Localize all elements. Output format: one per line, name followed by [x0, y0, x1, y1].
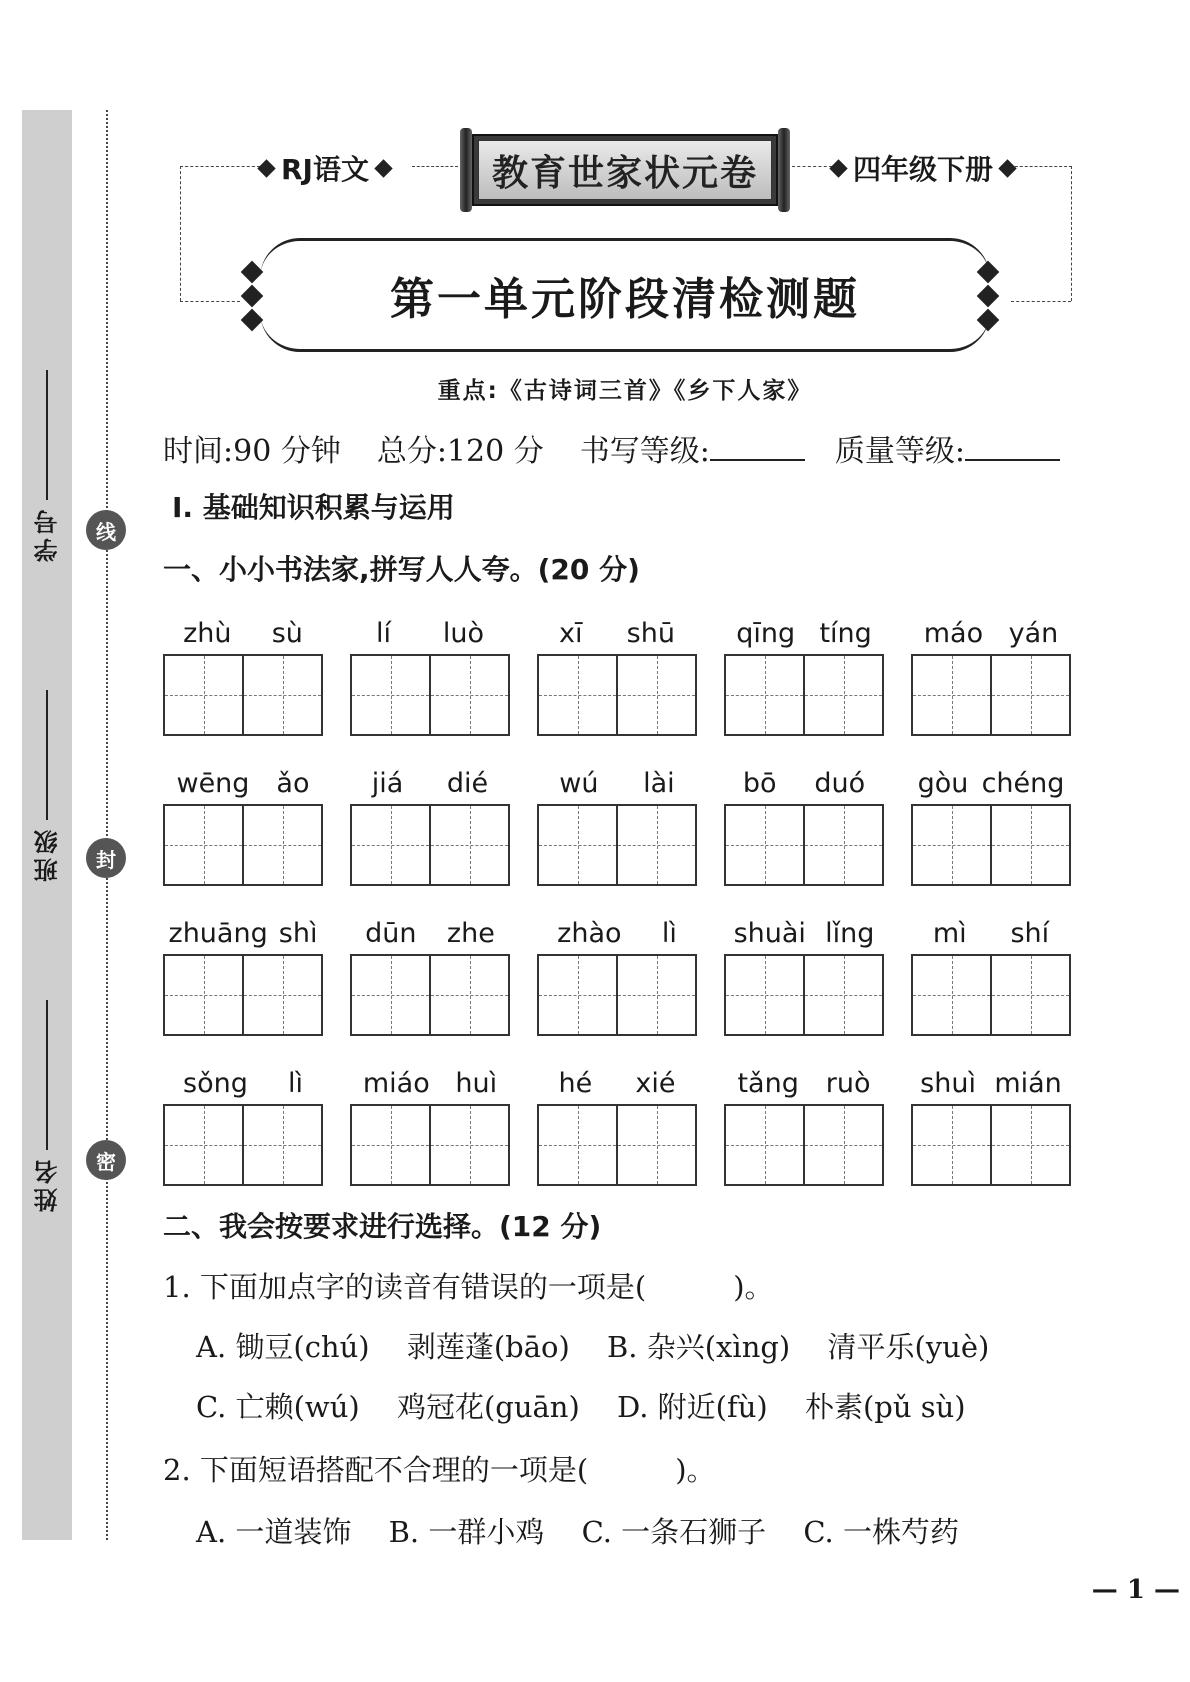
writing-box[interactable]	[803, 956, 882, 1034]
writing-box[interactable]	[165, 806, 242, 884]
pinyin-word	[724, 912, 884, 1036]
tian-grid	[911, 954, 1071, 1036]
pinyin-row	[163, 762, 1083, 912]
pinyin-label	[537, 1062, 697, 1104]
pinyin-syllable: shū	[626, 617, 675, 649]
pinyin-syllable: lài	[643, 767, 675, 799]
q2-options	[196, 1510, 987, 1551]
pinyin-row	[163, 912, 1083, 1062]
pinyin-word	[537, 762, 697, 886]
pinyin-word	[163, 1062, 323, 1186]
writing-box[interactable]	[429, 956, 508, 1034]
tian-grid	[537, 1104, 697, 1186]
pinyin-syllable: zhe	[446, 917, 495, 949]
writing-box[interactable]	[990, 806, 1069, 884]
name-field[interactable]	[22, 1000, 72, 1212]
pinyin-label	[350, 762, 510, 804]
title-banner	[260, 238, 990, 352]
page-title: 第一单元阶段清检测题	[390, 274, 860, 325]
pinyin-syllable: dūn	[365, 917, 417, 949]
header-dash-right	[1010, 166, 1072, 167]
writing-box[interactable]	[913, 806, 990, 884]
pinyin-syllable: ruò	[825, 1067, 871, 1099]
tian-grid	[163, 954, 323, 1036]
time-info: 时间:90 分钟	[163, 434, 341, 469]
pinyin-label	[911, 912, 1071, 954]
pinyin-word	[911, 912, 1071, 1036]
tian-grid	[350, 1104, 510, 1186]
class-line	[46, 690, 48, 820]
pinyin-word	[350, 762, 510, 886]
pinyin-syllable: shuài	[733, 917, 806, 949]
q1-options-line2	[196, 1385, 994, 1426]
pinyin-label	[537, 912, 697, 954]
pinyin-row	[163, 612, 1083, 762]
pinyin-syllable: hé	[558, 1067, 593, 1099]
writing-box[interactable]	[616, 656, 695, 734]
pinyin-word	[537, 612, 697, 736]
pinyin-syllable: xī	[559, 617, 583, 649]
pinyin-word	[537, 1062, 697, 1186]
pinyin-syllable: lì	[661, 917, 677, 949]
writing-box[interactable]	[242, 656, 321, 734]
tian-grid	[163, 654, 323, 736]
diamond-icon	[257, 159, 275, 177]
writing-grade-blank[interactable]	[710, 435, 805, 461]
q2-option-b[interactable]: B. 一群小鸡	[388, 1515, 545, 1549]
writing-box[interactable]	[913, 956, 990, 1034]
pinyin-syllable: qīng	[736, 617, 796, 649]
pinyin-label	[350, 912, 510, 954]
pinyin-syllable: mián	[994, 1067, 1062, 1099]
pinyin-label	[350, 612, 510, 654]
pinyin-label	[163, 1062, 323, 1104]
writing-box[interactable]	[352, 806, 429, 884]
pinyin-syllable: gòu	[917, 767, 969, 799]
pinyin-syllable: bō	[742, 767, 777, 799]
pinyin-syllable: chéng	[981, 767, 1065, 799]
subject-text: RJ语文	[281, 153, 369, 186]
writing-box[interactable]	[165, 956, 242, 1034]
pinyin-label	[724, 912, 884, 954]
brand-scroll	[460, 128, 790, 212]
pinyin-syllable: huì	[455, 1067, 498, 1099]
diamond-stack-left-icon	[242, 262, 262, 330]
pinyin-label	[724, 1062, 884, 1104]
writing-box[interactable]	[990, 1106, 1069, 1184]
pinyin-syllable: lǐng	[825, 917, 875, 949]
diamond-icon	[998, 159, 1016, 177]
brand-title: 教育世家状元卷	[478, 140, 772, 200]
pinyin-label	[163, 912, 323, 954]
pinyin-label	[537, 612, 697, 654]
tian-grid	[163, 804, 323, 886]
writing-box[interactable]	[539, 656, 616, 734]
header-dash-left-v	[180, 166, 181, 301]
student-no-label: 学号	[33, 506, 62, 562]
cut-line	[106, 110, 108, 1540]
pinyin-syllable: shuì	[920, 1067, 976, 1099]
tian-grid	[350, 654, 510, 736]
scroll-rod-left	[460, 128, 472, 212]
tian-grid	[911, 804, 1071, 886]
header-dash-mid-r	[792, 166, 832, 167]
grade-label	[832, 148, 1014, 188]
pinyin-syllable: yán	[1008, 617, 1059, 649]
subject-label	[260, 148, 390, 188]
name-line	[46, 1000, 48, 1150]
q1-option-a1[interactable]: A. 锄豆(chú)	[196, 1330, 370, 1364]
q2-option-a[interactable]: A. 一道装饰	[196, 1515, 352, 1549]
writing-box[interactable]	[539, 1106, 616, 1184]
seal-seal-mark: 封	[86, 838, 126, 878]
pinyin-word	[350, 912, 510, 1036]
pinyin-syllable: mì	[932, 917, 967, 949]
writing-box[interactable]	[616, 806, 695, 884]
q1-option-b1[interactable]: B. 杂兴(xìng)	[607, 1330, 791, 1364]
writing-box[interactable]	[913, 656, 990, 734]
pinyin-syllable: xié	[635, 1067, 676, 1099]
diamond-icon	[374, 159, 392, 177]
pinyin-word	[163, 762, 323, 886]
pinyin-word	[350, 612, 510, 736]
header-dash-right-b	[1011, 301, 1071, 302]
part-heading: Ⅰ. 基础知识积累与运用	[172, 491, 455, 524]
pinyin-syllable: shí	[1010, 917, 1050, 949]
writing-box[interactable]	[726, 1106, 803, 1184]
q2-option-d[interactable]: C. 一株芍药	[803, 1515, 959, 1549]
pinyin-word	[163, 612, 323, 736]
diamond-stack-right-icon	[978, 262, 998, 330]
grade-text: 四年级下册	[853, 153, 994, 186]
pinyin-syllable: tíng	[819, 617, 872, 649]
pinyin-word	[911, 762, 1071, 886]
pinyin-word	[911, 1062, 1071, 1186]
writing-box[interactable]	[803, 656, 882, 734]
pinyin-syllable: ǎo	[276, 767, 310, 799]
scroll-panel	[472, 134, 778, 206]
pinyin-label	[163, 612, 323, 654]
header-dash-mid-l	[412, 166, 458, 167]
q1-option-d1[interactable]: D. 附近(fù)	[617, 1390, 768, 1424]
tian-grid	[163, 1104, 323, 1186]
tian-grid	[724, 654, 884, 736]
pinyin-word	[350, 1062, 510, 1186]
q1-option-c2[interactable]: 鸡冠花(guān)	[396, 1390, 580, 1424]
tian-grid	[911, 654, 1071, 736]
pinyin-syllable: máo	[923, 617, 984, 649]
writing-grade-label: 书写等级:	[579, 434, 710, 469]
pinyin-label	[911, 762, 1071, 804]
quality-grade-label: 质量等级:	[834, 434, 965, 469]
q1-option-a2[interactable]: 剥莲蓬(bāo)	[406, 1330, 570, 1364]
q2-option-c[interactable]: C. 一条石狮子	[581, 1515, 767, 1549]
pinyin-word	[724, 612, 884, 736]
writing-box[interactable]	[616, 1106, 695, 1184]
writing-box[interactable]	[726, 956, 803, 1034]
pinyin-syllable: shì	[278, 917, 318, 949]
section1-heading: 一、小小书法家,拼写人人夸。(20 分)	[163, 553, 640, 586]
writing-box[interactable]	[429, 806, 508, 884]
seal-secret-mark: 密	[86, 1140, 126, 1180]
header-dash-left-b	[180, 301, 240, 302]
pinyin-syllable: sù	[271, 617, 303, 649]
writing-box[interactable]	[726, 656, 803, 734]
pinyin-syllable: luò	[442, 617, 485, 649]
writing-box[interactable]	[803, 806, 882, 884]
writing-box[interactable]	[429, 1106, 508, 1184]
pinyin-word	[537, 912, 697, 1036]
question-1: 1. 下面加点字的读音有错误的一项是( )。	[163, 1270, 774, 1304]
writing-box[interactable]	[352, 1106, 429, 1184]
pinyin-word	[911, 612, 1071, 736]
tian-grid	[350, 954, 510, 1036]
writing-box[interactable]	[726, 806, 803, 884]
section2-heading: 二、我会按要求进行选择。(12 分)	[163, 1210, 602, 1243]
pinyin-label	[724, 762, 884, 804]
pinyin-syllable: lí	[375, 617, 391, 649]
seal-line-mark: 线	[86, 510, 126, 550]
tian-grid	[724, 1104, 884, 1186]
tian-grid	[537, 954, 697, 1036]
writing-box[interactable]	[165, 1106, 242, 1184]
pinyin-syllable: miáo	[362, 1067, 430, 1099]
writing-box[interactable]	[539, 806, 616, 884]
pinyin-syllable: wú	[559, 767, 599, 799]
pinyin-syllable: zhuāng	[168, 917, 268, 949]
writing-box[interactable]	[165, 656, 242, 734]
writing-box[interactable]	[352, 956, 429, 1034]
pinyin-syllable: jiá	[371, 767, 404, 799]
pinyin-syllable: dié	[446, 767, 489, 799]
pinyin-grid	[163, 612, 1083, 1212]
name-label: 姓名	[33, 1156, 62, 1212]
question-2: 2. 下面短语搭配不合理的一项是( )。	[163, 1453, 716, 1487]
header-dash-right-v	[1071, 166, 1072, 301]
writing-box[interactable]	[352, 656, 429, 734]
page-number: — 1 —	[1091, 1575, 1180, 1605]
diamond-icon	[829, 159, 847, 177]
pinyin-label	[350, 1062, 510, 1104]
writing-box[interactable]	[242, 806, 321, 884]
class-label: 班级	[33, 826, 62, 882]
focus-line: 重点:《古诗词三首》《乡下人家》	[437, 378, 813, 404]
q1-option-d2[interactable]: 朴素(pǔ sù)	[804, 1390, 966, 1424]
writing-box[interactable]	[803, 1106, 882, 1184]
writing-box[interactable]	[990, 656, 1069, 734]
tian-grid	[911, 1104, 1071, 1186]
pinyin-syllable: zhù	[183, 617, 232, 649]
pinyin-label	[911, 612, 1071, 654]
class-field[interactable]	[22, 690, 72, 882]
tian-grid	[350, 804, 510, 886]
pinyin-syllable: wēng	[176, 767, 250, 799]
pinyin-row	[163, 1062, 1083, 1212]
pinyin-label	[163, 762, 323, 804]
tian-grid	[537, 804, 697, 886]
tian-grid	[724, 954, 884, 1036]
header-dash-left	[180, 166, 260, 167]
q1-option-c1[interactable]: C. 亡赖(wú)	[196, 1390, 360, 1424]
pinyin-label	[911, 1062, 1071, 1104]
pinyin-word	[163, 912, 323, 1036]
writing-box[interactable]	[242, 956, 321, 1034]
writing-box[interactable]	[429, 656, 508, 734]
quality-grade-blank[interactable]	[965, 435, 1060, 461]
writing-box[interactable]	[913, 1106, 990, 1184]
pinyin-syllable: sǒng	[183, 1067, 248, 1099]
pinyin-label	[537, 762, 697, 804]
pinyin-syllable: lì	[287, 1067, 303, 1099]
q1-option-b2[interactable]: 清平乐(yuè)	[827, 1330, 990, 1364]
tian-grid	[724, 804, 884, 886]
writing-box[interactable]	[539, 956, 616, 1034]
pinyin-word	[724, 1062, 884, 1186]
writing-box[interactable]	[616, 956, 695, 1034]
writing-box[interactable]	[242, 1106, 321, 1184]
pinyin-syllable: tǎng	[737, 1067, 799, 1099]
exam-info	[163, 426, 1060, 470]
pinyin-word	[724, 762, 884, 886]
pinyin-syllable: zhào	[557, 917, 622, 949]
tian-grid	[537, 654, 697, 736]
scroll-rod-right	[778, 128, 790, 212]
score-info: 总分:120 分	[376, 434, 544, 469]
writing-box[interactable]	[990, 956, 1069, 1034]
pinyin-label	[724, 612, 884, 654]
pinyin-syllable: duó	[814, 767, 866, 799]
q1-options-line1	[196, 1325, 1017, 1366]
